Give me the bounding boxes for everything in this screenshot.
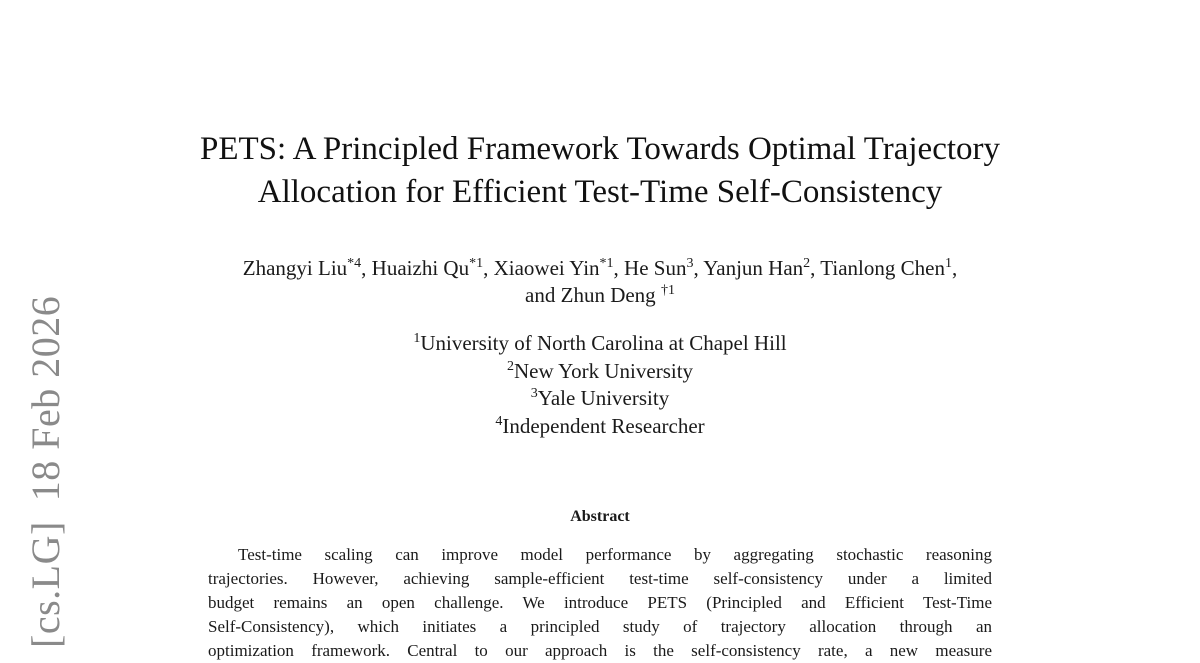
paper-title (100, 128, 1100, 214)
affiliation-list (100, 330, 1100, 440)
abstract-line: optimization framework. Central to our approach is the self-consistency rate, a new measure (208, 641, 992, 660)
affiliation (100, 358, 1100, 386)
affiliation-number: 4 (495, 413, 503, 429)
author-separator: , (361, 256, 372, 280)
abstract-line: budget remains an open challenge. We introduce PETS (Principled and Efficient Test-Time (208, 593, 992, 612)
author-separator: , (483, 256, 494, 280)
author-name: Yanjun Han (703, 256, 804, 280)
affiliation-number: 3 (530, 386, 538, 401)
author-mark: 2 (803, 256, 811, 271)
author-mark: *1 (599, 256, 614, 271)
author-mark: †1 (660, 283, 675, 298)
abstract-line: Test-time scaling can improve model performance by aggregating stochastic reasoning (238, 545, 992, 564)
author-name: Xiaowei Yin (493, 256, 600, 280)
author-mark: *4 (347, 256, 362, 271)
abstract-line: Self-Consistency), which initiates a principled study of trajectory allocation through an (208, 617, 992, 636)
title-line-1: PETS: A Principled Framework Towards Optimal Trajectory (199, 131, 1001, 167)
affiliation (100, 413, 1100, 441)
arxiv-category: [cs.LG] (23, 521, 68, 648)
author-list (100, 255, 1100, 309)
author-mark: 1 (944, 256, 952, 271)
abstract-line: trajectories. However, achieving sample-efficient test-time self-consistency under a limited (208, 569, 992, 588)
affiliation (100, 385, 1100, 413)
author-name: He Sun (624, 256, 687, 280)
affiliation (100, 330, 1100, 358)
affiliation-name: Independent Researcher (502, 413, 705, 438)
author-separator: , (951, 256, 958, 280)
author-name: and Zhun Deng (525, 283, 656, 307)
author-mark: 3 (686, 256, 694, 271)
title-line-2: Allocation for Efficient Test-Time Self-Consistency (257, 174, 943, 210)
abstract-body (208, 543, 992, 663)
author-separator: , (693, 256, 704, 280)
affiliation-number: 1 (413, 331, 421, 346)
affiliation-name: University of North Carolina at Chapel Hill (420, 331, 787, 355)
author-separator: , (810, 256, 821, 280)
affiliation-name: Yale University (537, 386, 670, 410)
author-name: Huaizhi Qu (371, 256, 470, 280)
author-line-2 (100, 282, 1100, 309)
author-line-1 (100, 255, 1100, 282)
arxiv-date: 18 Feb 2026 (23, 295, 68, 502)
author-mark: *1 (469, 256, 484, 271)
affiliation-name: New York University (513, 358, 694, 383)
abstract-heading: Abstract (570, 508, 630, 525)
affiliation-number: 2 (506, 358, 514, 374)
author-name: Zhangyi Liu (242, 256, 348, 280)
arxiv-side-stamp (22, 296, 70, 648)
author-name: Tianlong Chen (820, 256, 945, 280)
author-separator: , (613, 256, 625, 280)
